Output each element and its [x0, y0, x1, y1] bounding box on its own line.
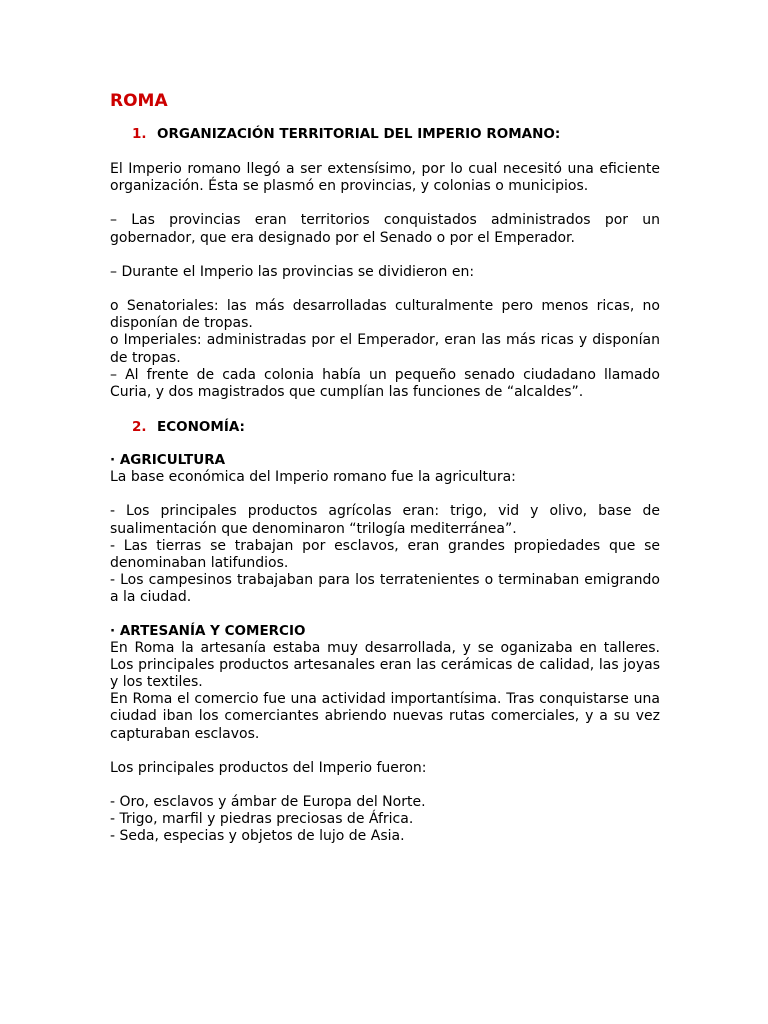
agricultura-paragraph-peasants: - Los campesinos trabajaban para los terratenientes o terminaban emigrando a la ciudad.	[110, 572, 660, 606]
section-1-title: ORGANIZACIÓN TERRITORIAL DEL IMPERIO ROMANO:	[157, 126, 561, 142]
section-1-number: 1.	[132, 126, 147, 142]
agricultura-title: AGRICULTURA	[119, 452, 226, 469]
section-1-paragraph-senatoriales: o Senatoriales: las más desarrolladas culturalmente pero menos ricas, no disponían de tropas.	[110, 298, 660, 332]
agricultura-heading	[110, 452, 660, 469]
section-1-heading	[110, 126, 660, 143]
section-2-title: ECONOMÍA:	[157, 419, 245, 436]
section-1-paragraph-curia: – Al frente de cada colonia había un pequeño senado ciudadano llamado Curia, y dos magistrados que cumplían las funciones de “alcaldes”.	[110, 366, 660, 401]
list-item: - Oro, esclavos y ámbar de Europa del Norte.	[110, 794, 426, 811]
section-1-paragraph-intro: El Imperio romano llegó a ser extensísimo, por lo cual necesitó una eficiente organización. Ésta se plasmó en provincias, y colonias o municipios.	[110, 161, 660, 195]
list-item: - Trigo, marfil y piedras preciosas de África.	[110, 811, 414, 828]
document-page	[110, 90, 660, 846]
artesania-paragraph-products-intro: Los principales productos del Imperio fueron:	[110, 759, 427, 776]
document-title: ROMA	[110, 91, 168, 111]
section-2-number: 2.	[132, 419, 147, 436]
artesania-heading	[110, 623, 660, 640]
artesania-paragraph-trade: En Roma el comercio fue una actividad importantísima. Tras conquistarse una ciudad iban los comerciantes abriendo nuevas rutas comerciales, y a su vez capturaban esclavos.	[110, 691, 660, 742]
artesania-paragraph-crafts: En Roma la artesanía estaba muy desarrollada, y se oganizaba en talleres. Los principales productos artesanales eran las cerámicas de calidad, las joyas y los textiles.	[110, 639, 660, 691]
section-1-paragraph-division: – Durante el Imperio las provincias se dividieron en:	[110, 263, 475, 280]
agricultura-paragraph-lands: - Las tierras se trabajan por esclavos, eran grandes propiedades que se denominaban latifundios.	[110, 537, 660, 572]
agricultura-paragraph-intro: La base económica del Imperio romano fue la agricultura:	[110, 469, 516, 486]
agricultura-paragraph-products: - Los principales productos agrícolas eran: trigo, vid y olivo, base de sualimentación que denominaron “trilogía mediterránea”.	[110, 503, 660, 537]
section-2-heading	[110, 419, 660, 436]
section-1-paragraph-provinces: – Las provincias eran territorios conquistados administrados por un gobernador, que era designado por el Senado o por el Emperador.	[110, 212, 660, 246]
artesania-title: ARTESANÍA Y COMERCIO	[119, 622, 306, 639]
artesania-bullet: ·	[110, 622, 116, 639]
section-1-paragraph-imperiales: o Imperiales: administradas por el Emperador, eran las más ricas y disponían de tropas.	[110, 332, 660, 366]
list-item: - Seda, especias y objetos de lujo de Asia.	[110, 828, 405, 845]
agricultura-bullet: ·	[110, 452, 116, 469]
